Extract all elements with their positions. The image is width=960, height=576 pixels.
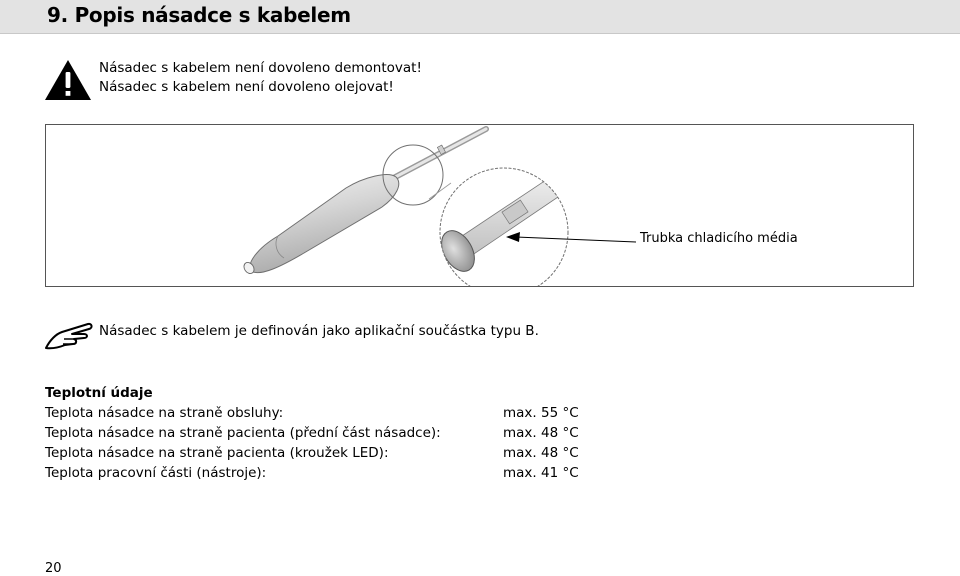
handpiece-illustration — [46, 125, 914, 287]
temperature-heading: Teplotní údaje — [45, 385, 153, 401]
temperature-value: max. 48 °C — [503, 445, 579, 461]
temperature-row — [45, 423, 605, 443]
callout-label-coolant-tube: Trubka chladicího média — [640, 231, 798, 246]
warning-line-2: Násadec s kabelem není dovoleno olejovat! — [99, 79, 394, 95]
temperature-value: max. 55 °C — [503, 405, 579, 421]
temperature-value: max. 48 °C — [503, 425, 579, 441]
page-number: 20 — [45, 561, 62, 576]
temperature-label: Teplota násadce na straně obsluhy: — [45, 405, 284, 421]
temperature-row — [45, 443, 605, 463]
temperature-value: max. 41 °C — [503, 465, 579, 481]
warning-line-1: Násadec s kabelem není dovoleno demontovat! — [99, 60, 422, 76]
note-text: Násadec s kabelem je definován jako aplikační součástka typu B. — [99, 323, 539, 339]
temperature-row — [45, 403, 605, 423]
pointing-hand-icon — [44, 320, 94, 350]
page-title: 9. Popis násadce s kabelem — [47, 3, 351, 27]
handpiece-figure — [45, 124, 914, 287]
temperature-label: Teplota pracovní části (nástroje): — [45, 465, 267, 481]
warning-triangle-icon — [43, 58, 93, 102]
header-bar — [0, 0, 960, 34]
temperature-row — [45, 463, 605, 483]
temperature-section — [45, 383, 605, 483]
temperature-label: Teplota násadce na straně pacienta (kroužek LED): — [45, 445, 389, 461]
warning-text — [99, 59, 422, 97]
temperature-label: Teplota násadce na straně pacienta (přední část násadce): — [45, 425, 441, 441]
